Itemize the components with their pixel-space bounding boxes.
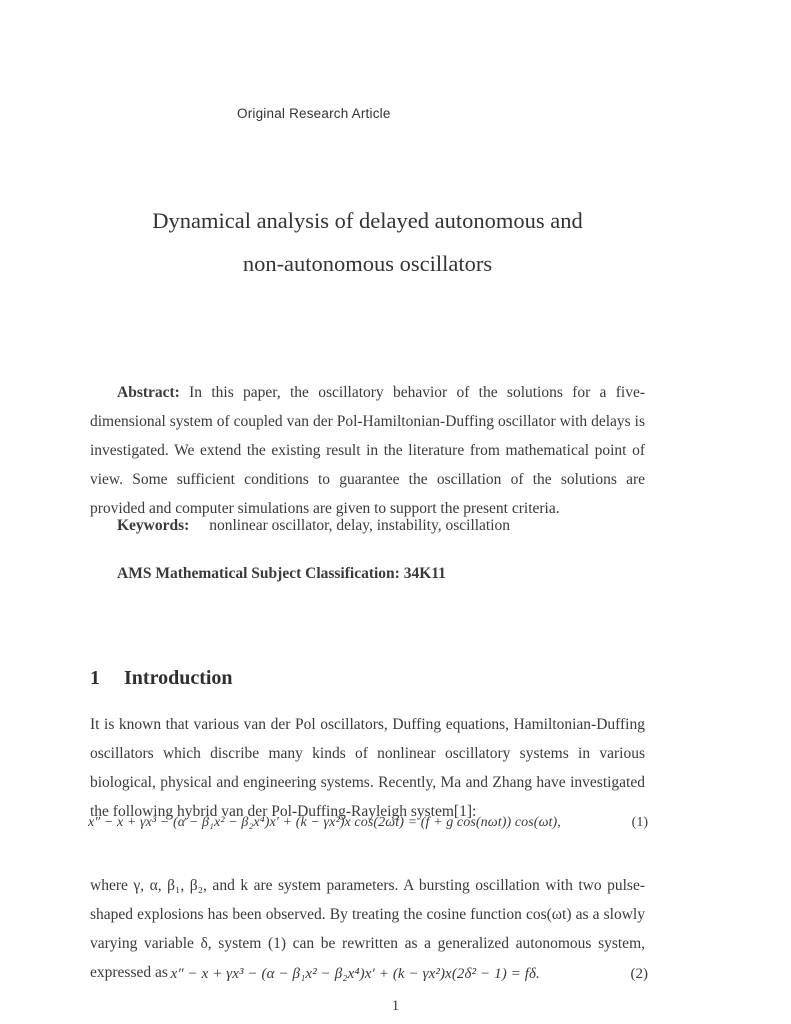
section-title: Introduction	[124, 666, 233, 689]
equation-2-number: (2)	[630, 966, 648, 982]
paper-title-line-1: Dynamical analysis of delayed autonomous and	[152, 208, 583, 234]
introduction-paragraph-1: It is known that various van der Pol oscillators, Duffing equations, Hamiltonian-Duffing oscillators which discribe many kinds of nonlinear oscillatory systems in various biological, physical and engineering systems. Recently, Ma and Zhang have investigated the following hybrid van der Pol-Duffing-Rayleigh system[1]:	[90, 715, 645, 820]
keywords-label: Keywords:	[117, 516, 190, 534]
keywords-line	[117, 516, 657, 536]
abstract-label: Abstract:	[117, 383, 180, 401]
paper-title-line-2: non-autonomous oscillators	[242, 251, 493, 277]
paper-title	[90, 199, 645, 285]
equation-2-body: x″ − x + γx³ − (α − β₁x² − β₂x⁴)x′ + (k − γx²)x(2δ² − 1) = fδ.	[170, 966, 540, 982]
section-number: 1	[90, 666, 100, 689]
section-heading-introduction	[90, 667, 233, 690]
introduction-paragraph-2: where γ, α, β₁, β₂, and k are system parameters. A bursting oscillation with two pulse-shaped explosions has been observed. By treating the cosine function cos(ωt) as a slowly varying variable δ, system (1) can be rewritten as a generalized autonomous system, expressed as	[90, 876, 645, 981]
equation-1-number: (1)	[631, 815, 648, 830]
equation-1	[88, 815, 648, 831]
abstract-paragraph	[90, 378, 645, 523]
equation-2	[88, 966, 648, 983]
abstract-text: In this paper, the oscillatory behavior of the solutions for a five-dimensional system of coupled van der Pol-Hamiltonian-Duffing oscillator with delays is investigated. We extend the existing result in the literature from mathematical point of view. Some sufficient conditions to guarantee the oscillation of the solutions are provided and computer simulations are given to support the present criteria.	[90, 383, 645, 517]
page-number: 1	[391, 998, 400, 1014]
article-type-label: Original Research Article	[237, 106, 391, 121]
keywords-text: nonlinear oscillator, delay, instability, oscillation	[209, 516, 511, 534]
ams-classification-line: AMS Mathematical Subject Classification: 34K11	[117, 564, 446, 582]
equation-1-body: x″ − x + γx³ − (α − β₁x² − β₂x⁴)x′ + (k − γx²)x cos(2ωt) = (f + g cos(nωt)) cos(ωt),	[88, 815, 561, 830]
